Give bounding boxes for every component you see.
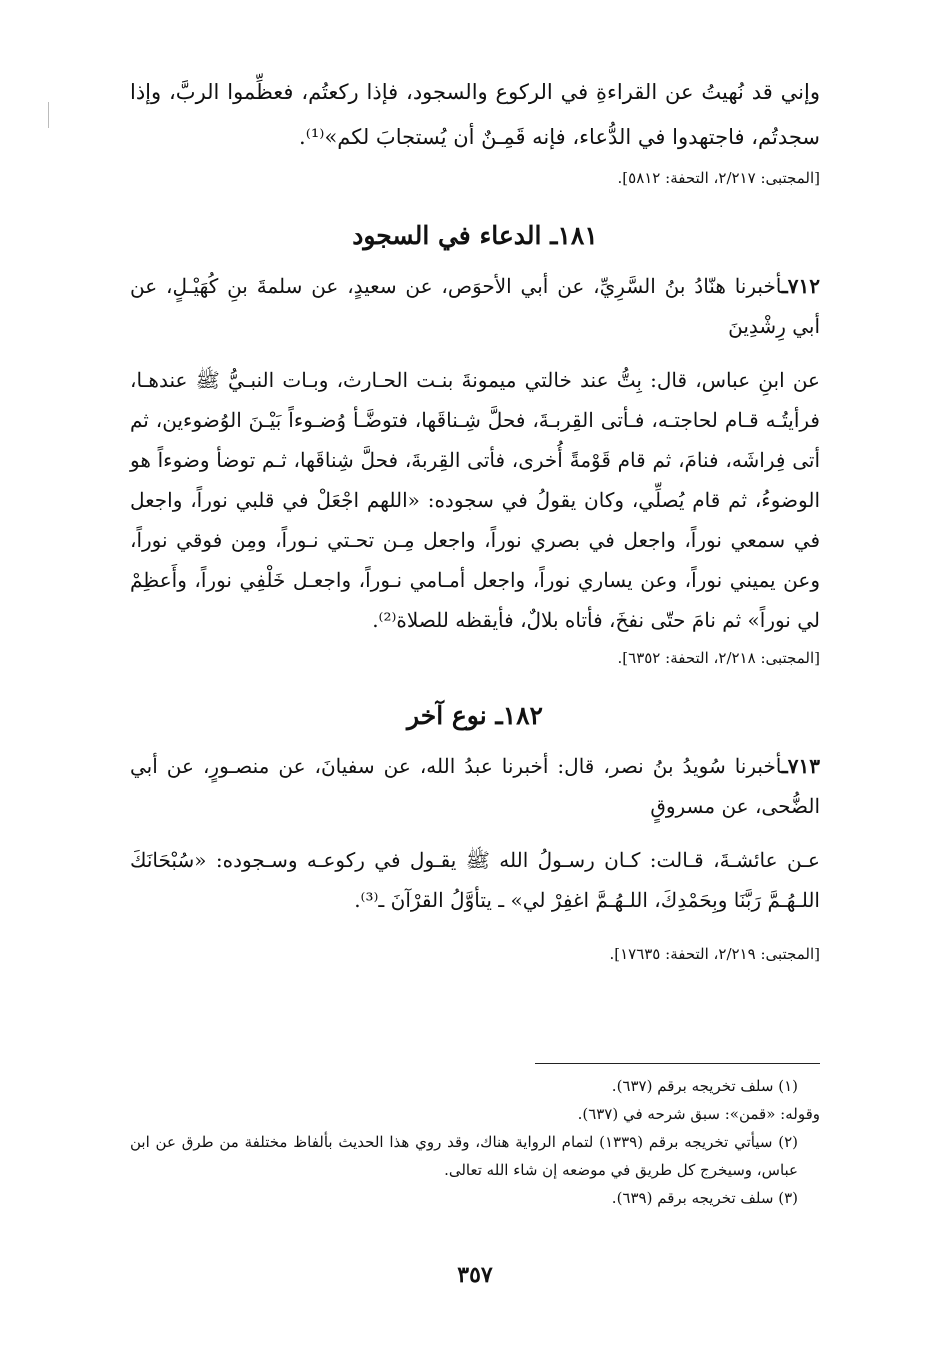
top-paragraph: وإني قد نُهيتُ عن القراءةِ في الركوع والسجود، فإذا ركعتُم، فعظِّموا الربَّ، وإذا سجدتُم، فاجتهدوا في الدُّعاء، فإنه قَمِـنٌ أن يُستجابَ لكم»⁽¹⁾. xyxy=(130,80,820,149)
hadith-713-number: ٧١٣ـ xyxy=(781,754,820,778)
hadith-712-matn: عن ابنِ عباس، قال: بِتُّ عند خالتي ميمونةَ بنـت الحـارث، وبـات النبـيُّ ﷺ عندهـا، فرأيتُـه قـام لحاجتـه، فـأتى القِربـةَ، فحلَّ شِـناقَها، فتوضَّـأ وُضـوءاً بَيْـنَ الوُضوءين، ثم أتى فِراشَه، فنامَ، ثم قام قَوْمةً أُخرى، فأتى القِربةَ، فحلَّ شِناقَها، ثـم توضأ وضوءاً هو الوضوءُ، ثم قام يُصلِّي، وكان يقولُ في سجوده: «اللهم اجْعَلْ في قلبي نوراً، واجعل في سمعي نوراً، واجعل في بصري نوراً، واجعل مِـن تحـتي نـوراً، ومِن فوقي نوراً، وعن يميني نوراً، وعن يساري نوراً، واجعل أمـامي نـوراً، واجعـل خَلْفِي نوراً، وأَعظِمْ لي نوراً» ثم نامَ حتّى نفخَ، فأتاه بلالٌ، فأيقظه للصلاة⁽²⁾. xyxy=(130,368,820,632)
page-number: ٣٥٧ xyxy=(457,1262,493,1288)
hadith-713-reference: [المجتبى: ٢/٢١٩، التحفة: ١٧٦٣٥]. xyxy=(609,945,820,963)
footnote-divider xyxy=(535,1063,820,1064)
hadith-713-matn: عـن عائشـةَ، قـالت: كـان رسـولُ الله ﷺ يقـول في ركوعـه وسـجوده: «سُبْحَانَكَ اللـهُـمَّ رَبَّنَا وبِحَمْدِكَ، اللـهُـمَّ اغفِرْ لي» ـ يتأوَّلُ القرْآنَ ـ⁽³⁾. xyxy=(130,848,820,912)
hadith-713-isnad xyxy=(130,746,820,826)
footnotes xyxy=(130,1072,820,1212)
hadith-712-number: ٧١٢ـ xyxy=(781,274,820,298)
footnote-3: (٣) سلف تخريجه برقم (٦٣٩). xyxy=(611,1189,798,1207)
hadith-712-reference: [المجتبى: ٢/٢١٨، التحفة: ٦٣٥٢]. xyxy=(617,649,820,667)
hadith-712-isnad xyxy=(130,266,820,346)
section-heading-181: ١٨١ـ الدعاء في السجود xyxy=(352,221,598,250)
page-body xyxy=(130,70,820,966)
top-paragraph-reference: [المجتبى: ٢/٢١٧، التحفة: ٥٨١٢]. xyxy=(617,169,820,187)
hadith-712-isnad-text: أخبرنا هنّادُ بنُ السَّرِيِّ، عن أبي الأحوَص، عن سعيدٍ، عن سلمةَ بنِ كُهَيْـلٍ، عن أبي رِشْدِينَ xyxy=(130,274,820,338)
footnote-1: (١) سلف تخريجه برقم (٦٣٧). xyxy=(611,1077,798,1095)
margin-mark xyxy=(48,102,49,128)
section-heading-182: ١٨٢ـ نوع آخر xyxy=(406,701,543,730)
footnote-1-note: وقوله: «قمن»: سبق شرحه في (٦٣٧). xyxy=(577,1105,820,1123)
hadith-713-isnad-text: أخبرنا سُويدُ بنُ نصر، قال: أخبرنا عبدُ الله، عن سفيانَ، عن منصـورٍ، عن أبي الضُّحى، عن مسروقٍ xyxy=(130,754,820,818)
footnote-2: (٢) سيأتي تخريجه برقم (١٣٣٩) لتمام الرواية هناك، وقد روي هذا الحديث بألفاظ مختلفة من طرق عن ابن عباس، وسيخرج كل طريق في موضعه إن شاء الله تعالى. xyxy=(130,1133,798,1179)
